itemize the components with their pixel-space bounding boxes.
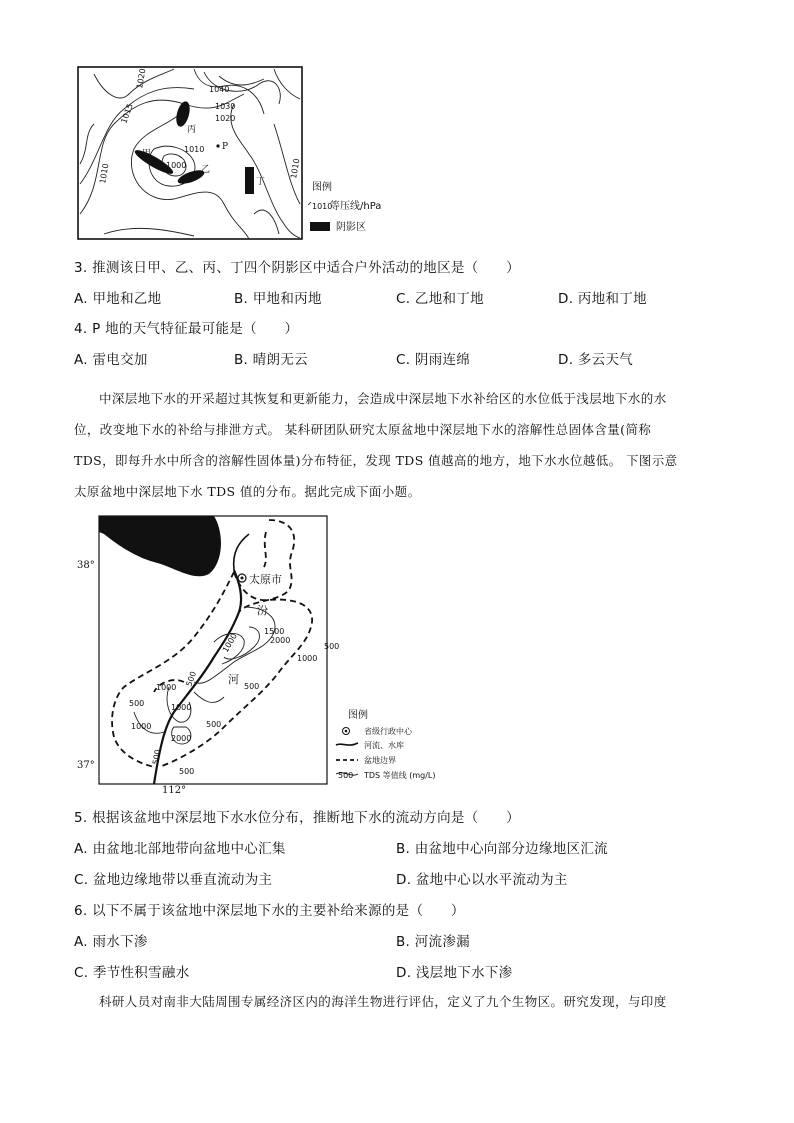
q6-option-a[interactable]: A. 雨水下渗 <box>74 934 148 950</box>
q5-option-a[interactable]: A. 由盆地北部地带向盆地中心汇集 <box>74 841 286 857</box>
legend2-tds-sample: 500 <box>338 771 354 780</box>
legend-isobar: 等压线/hPa <box>330 201 382 212</box>
tds-label: 500 <box>324 642 340 651</box>
q4-option-b[interactable]: B. 晴朗无云 <box>234 352 308 368</box>
isobar-label: 1015 <box>119 102 135 125</box>
shadow-area-ding <box>245 167 254 194</box>
city-label: 太原市 <box>249 573 282 586</box>
question-3-stem: 3. 推测该日甲、乙、丙、丁四个阴影区中适合户外活动的地区是（ ） <box>74 260 520 276</box>
question-6-stem: 6. 以下不属于该盆地中深层地下水的主要补给来源的是（ ） <box>74 903 465 919</box>
q4-option-c[interactable]: C. 阴雨连绵 <box>396 352 471 368</box>
label-jia: 甲 <box>142 149 152 159</box>
legend2-boundary: 盆地边界 <box>364 756 396 765</box>
passage-2-line-1: 科研人员对南非大陆周围专属经济区内的海洋生物进行评估，定义了九个生物区。研究发现，与印度 <box>99 994 667 1009</box>
tds-label: 1000 <box>156 683 177 692</box>
q6-option-c[interactable]: C. 季节性积雪融水 <box>74 965 190 981</box>
tds-label: 1000 <box>297 654 318 663</box>
isobar-label: 1030 <box>215 102 236 111</box>
legend2-tds: TDS 等值线 (mg/L) <box>364 771 436 780</box>
q4-option-d[interactable]: D. 多云天气 <box>558 352 634 368</box>
passage-line-3: TDS，即每升水中所含的溶解性固体量)分布特征，发现 TDS 值越高的地方，地下水水位越低。 下图示意 <box>74 453 678 468</box>
q3-option-a[interactable]: A. 甲地和乙地 <box>74 291 162 307</box>
label-ding: 丁 <box>256 177 266 187</box>
q5-option-c[interactable]: C. 盆地边缘地带以垂直流动为主 <box>74 872 273 888</box>
river-char-fen: 汾 <box>257 604 268 617</box>
tds-label: 500 <box>206 720 222 729</box>
label-bing: 丙 <box>187 125 197 135</box>
isobar-label: 1000 <box>166 161 187 170</box>
tds-label: 500 <box>179 767 195 776</box>
isobar-label: 1010 <box>184 145 205 154</box>
lon-112: 112° <box>162 785 187 796</box>
passage <box>74 383 724 507</box>
q6-option-b[interactable]: B. 河流渗漏 <box>396 934 470 950</box>
legend2-title: 图例 <box>348 710 368 721</box>
question-4-stem: 4. P 地的天气特征最可能是（ ） <box>74 321 299 337</box>
label-yi: 乙 <box>201 165 211 175</box>
q4-option-a[interactable]: A. 雷电交加 <box>74 352 148 368</box>
isobar-label: 1010 <box>289 157 302 180</box>
tds-label: 500 <box>151 748 163 766</box>
tds-label: 1000 <box>131 722 152 731</box>
legend-isobar-sample: 1010 <box>312 202 333 211</box>
tds-label: 1500 <box>264 627 285 636</box>
q3-option-c[interactable]: C. 乙地和丁地 <box>396 291 484 307</box>
isobar-map <box>74 64 382 244</box>
tds-label: 2000 <box>171 734 192 743</box>
tds-label: 1000 <box>171 703 192 712</box>
river-char-he: 河 <box>228 673 239 686</box>
tds-label: 1000 <box>220 631 239 654</box>
label-p: P <box>222 142 229 152</box>
tds-label: 500 <box>244 682 260 691</box>
legend-shadow: 阴影区 <box>336 222 366 233</box>
legend-shadow-swatch <box>310 222 330 231</box>
tds-map <box>74 512 454 797</box>
question-5-stem: 5. 根据该盆地中深层地下水水位分布，推断地下水的流动方向是（ ） <box>74 810 520 826</box>
passage-2 <box>74 986 724 1017</box>
lat-38: 38° <box>77 560 95 571</box>
passage-line-1: 中深层地下水的开采超过其恢复和更新能力，会造成中深层地下水补给区的水位低于浅层地下水的水 <box>99 391 667 406</box>
lat-37: 37° <box>77 760 95 771</box>
isobar-label: 1020 <box>215 114 236 123</box>
point-p-marker <box>216 144 219 147</box>
q5-option-d[interactable]: D. 盆地中心以水平流动为主 <box>396 872 568 888</box>
q5-option-b[interactable]: B. 由盆地中心向部分边缘地区汇流 <box>396 841 608 857</box>
q6-option-d[interactable]: D. 浅层地下水下渗 <box>396 965 513 981</box>
passage-line-4: 太原盆地中深层地下水 TDS 值的分布。据此完成下面小题。 <box>74 484 421 499</box>
q3-option-d[interactable]: D. 丙地和丁地 <box>558 291 647 307</box>
tds-label: 500 <box>129 699 145 708</box>
tds-label: 2000 <box>270 636 291 645</box>
legend2-river: 河流、水库 <box>364 741 404 750</box>
passage-line-2: 位，改变地下水的补给与排泄方式。 某科研团队研究太原盆地中深层地下水的溶解性总固体含量(简称 <box>74 422 652 437</box>
tds-label: 500 <box>184 670 199 688</box>
isobar-label: 1040 <box>209 85 230 94</box>
isobar-label: 1010 <box>98 162 111 185</box>
isobar-label: 1020 <box>135 67 148 90</box>
legend2-capital: 省级行政中心 <box>364 727 412 736</box>
legend-title: 图例 <box>312 182 332 193</box>
q3-option-b[interactable]: B. 甲地和丙地 <box>234 291 322 307</box>
